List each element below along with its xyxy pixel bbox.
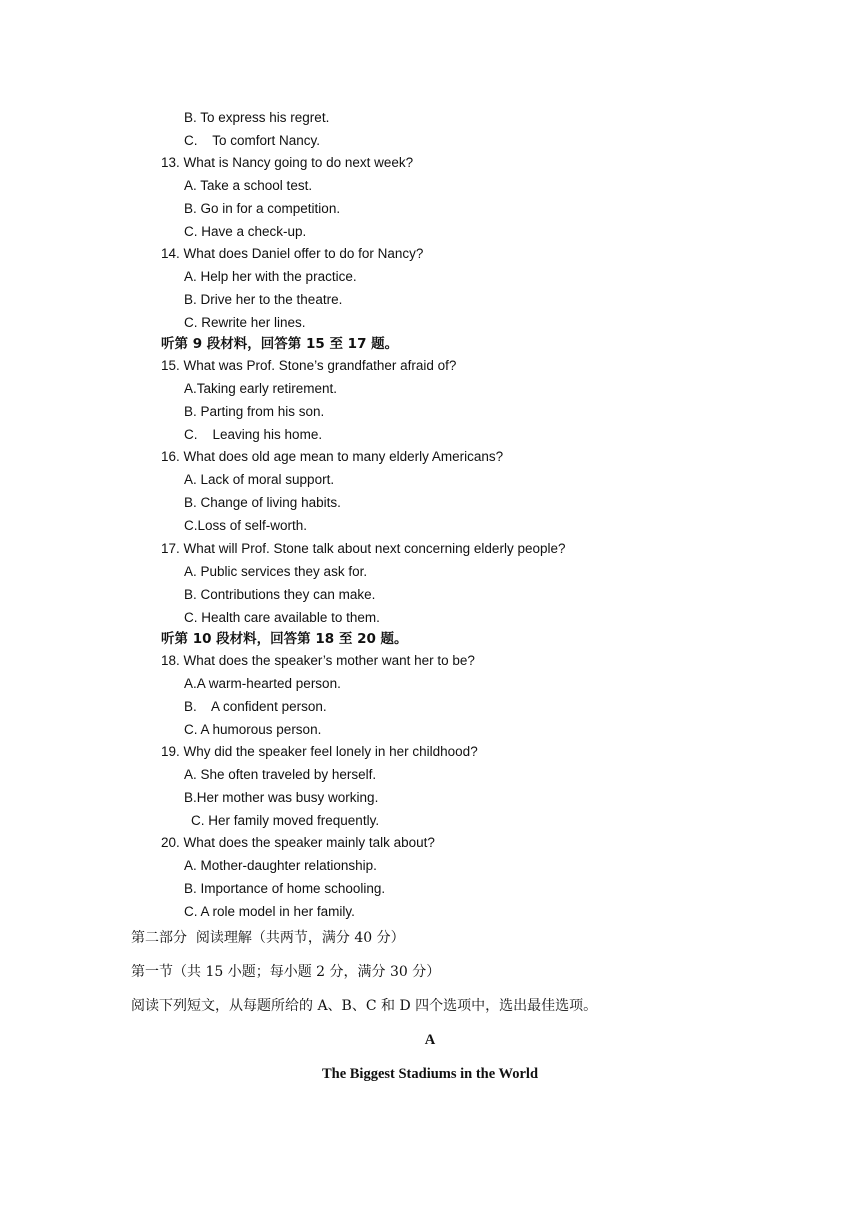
option-20a: A. Mother-daughter relationship. — [184, 858, 377, 873]
question-18: 18. What does the speaker’s mother want her to be? — [161, 653, 475, 668]
option-17a: A. Public services they ask for. — [184, 564, 368, 579]
option-13b: B. Go in for a competition. — [184, 201, 341, 216]
question-14: 14. What does Daniel offer to do for Nancy? — [161, 246, 424, 261]
option-19b: B.Her mother was busy working. — [184, 790, 379, 805]
question-17: 17. What will Prof. Stone talk about next concerning elderly people? — [161, 541, 566, 556]
section-one-heading: 第一节（共 15 小题；每小题 2 分，满分 30 分） — [131, 964, 441, 980]
option-20c: C. A role model in her family. — [184, 904, 355, 919]
question-13: 13. What is Nancy going to do next week? — [161, 155, 414, 170]
option-16b: B. Change of living habits. — [184, 495, 341, 510]
passage-label: A — [424, 1032, 436, 1048]
question-16: 16. What does old age mean to many elderly Americans? — [161, 449, 504, 464]
option-17c: C. Health care available to them. — [184, 610, 380, 625]
option-13a: A. Take a school test. — [184, 178, 313, 193]
option-17b: B. Contributions they can make. — [184, 587, 376, 602]
option-12c: C. To comfort Nancy. — [184, 133, 321, 148]
option-16c: C.Loss of self-worth. — [184, 518, 308, 533]
listening-heading-10: 听第 10 段材料，回答第 18 至 20 题。 — [161, 631, 408, 647]
question-19: 19. Why did the speaker feel lonely in her childhood? — [161, 744, 478, 759]
option-19a: A. She often traveled by herself. — [184, 767, 377, 782]
question-15: 15. What was Prof. Stone’s grandfather afraid of? — [161, 358, 457, 373]
option-18c: C. A humorous person. — [184, 722, 322, 737]
question-20: 20. What does the speaker mainly talk about? — [161, 835, 435, 850]
option-15c: C. Leaving his home. — [184, 427, 323, 442]
option-16a: A. Lack of moral support. — [184, 472, 335, 487]
option-15a: A.Taking early retirement. — [184, 381, 338, 396]
option-14a: A. Help her with the practice. — [184, 269, 357, 284]
option-18a: A.A warm-hearted person. — [184, 676, 341, 691]
option-15b: B. Parting from his son. — [184, 404, 325, 419]
option-19c: C. Her family moved frequently. — [191, 813, 380, 828]
listening-heading-9: 听第 9 段材料，回答第 15 至 17 题。 — [161, 336, 399, 352]
option-20b: B. Importance of home schooling. — [184, 881, 386, 896]
passage-title: The Biggest Stadiums in the World — [321, 1066, 539, 1082]
part-two-heading: 第二部分 阅读理解（共两节，满分 40 分） — [131, 930, 405, 946]
option-14b: B. Drive her to the theatre. — [184, 292, 343, 307]
option-14c: C. Rewrite her lines. — [184, 315, 306, 330]
reading-instruction: 阅读下列短文，从每题所给的 A、B、C 和 D 四个选项中，选出最佳选项。 — [131, 998, 598, 1014]
option-13c: C. Have a check-up. — [184, 224, 307, 239]
option-18b: B. A confident person. — [184, 699, 327, 714]
option-12b: B. To express his regret. — [184, 110, 330, 125]
